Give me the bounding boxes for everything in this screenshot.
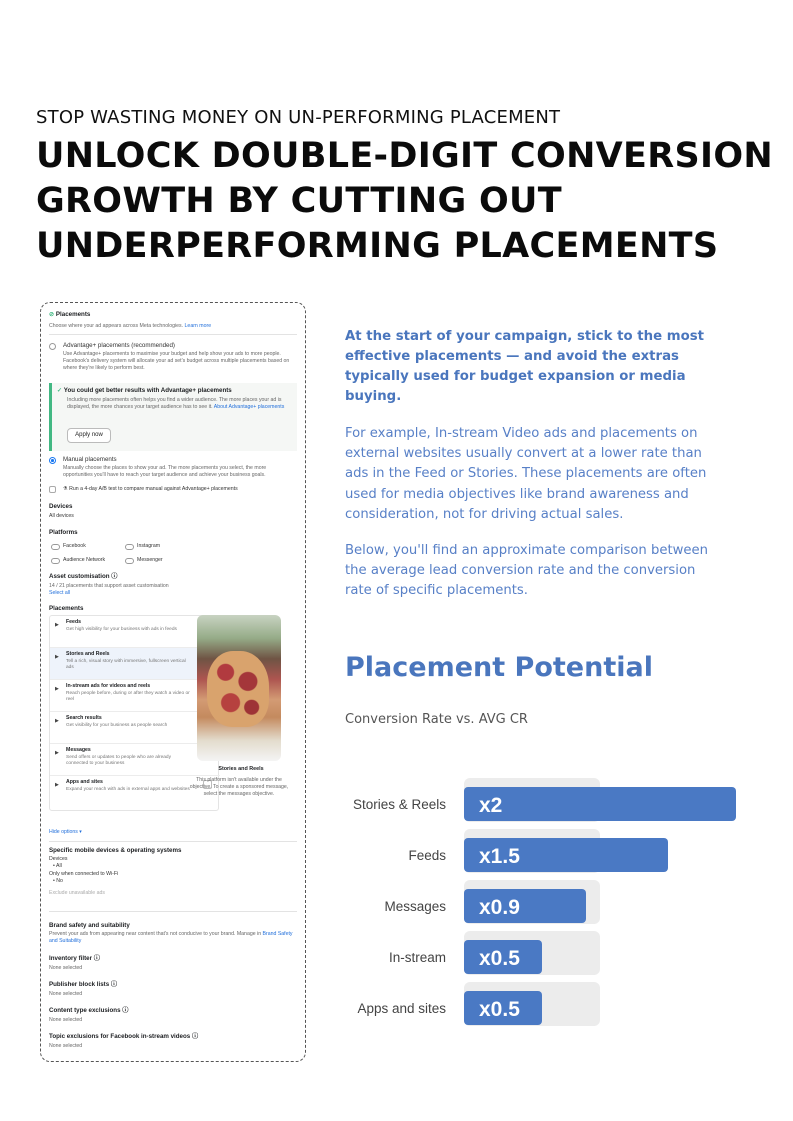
- caret-right-icon: ▶: [55, 782, 59, 788]
- wifi-label: Only when connected to Wi-Fi: [49, 871, 119, 877]
- platform-audience-network: Audience Network: [63, 557, 106, 563]
- mobile-devices-value: • All: [53, 863, 62, 869]
- placement-desc: Tell a rich, visual story with immersive, fullscreen vertical ads: [66, 659, 186, 670]
- hide-options-link[interactable]: Hide options ▾: [49, 829, 82, 835]
- placement-name: Feeds: [66, 619, 81, 625]
- fig-tart-illustration: [207, 651, 269, 727]
- topic-exclusions-value[interactable]: None selected: [49, 1043, 83, 1049]
- advantage-desc: Use Advantage+ placements to maximise your budget and help show your ads to more people. Facebook's delivery system will allocate your ad set's budget across multiple placements based on where they're likely to perform best.: [63, 351, 290, 371]
- caret-right-icon: ▶: [55, 750, 59, 756]
- flask-icon: ⚗: [63, 486, 68, 492]
- placement-name: Messages: [66, 747, 91, 753]
- brand-safety-label: Brand safety and suitability: [49, 922, 130, 929]
- ab-test-label: ⚗ Run a 4-day A/B test to compare manual against Advantage+ placements: [63, 486, 238, 492]
- page-kicker: STOP WASTING MONEY ON UN-PERFORMING PLACEMENT: [36, 107, 561, 128]
- tip-link[interactable]: About Advantage+ placements: [213, 404, 285, 410]
- page-headline: UNLOCK DOUBLE-DIGIT CONVERSION GROWTH BY CUTTING OUT UNDERPERFORMING PLACEMENTS: [36, 136, 773, 266]
- chart-title: Placement Potential: [345, 652, 653, 683]
- topic-exclusions-label: Topic exclusions for Facebook in-stream videos ⓘ: [49, 1033, 199, 1040]
- bar-value-label: x0.9: [479, 896, 520, 919]
- placements-desc: Choose where your ad appears across Meta technologies. Learn more: [49, 323, 212, 329]
- caret-right-icon: ▶: [55, 718, 59, 724]
- publisher-label: Publisher block lists ⓘ: [49, 981, 118, 988]
- brand-safety-link[interactable]: Brand Safety and Suitability: [49, 931, 293, 944]
- bar: [464, 787, 736, 821]
- platforms-label: Platforms: [49, 529, 78, 536]
- placement-name: Apps and sites: [66, 779, 103, 785]
- asset-label: Asset customisation ⓘ: [49, 573, 118, 580]
- info-icon: ⓘ: [122, 1007, 129, 1014]
- thumbs-up-icon: ✓: [57, 387, 63, 394]
- body-paragraph-1: For example, In-stream Video ads and placements on external websites usually convert at a lower rate than ads in the Feed or Stories. These placements are often used for media objectives like brand awareness and consideration, not for driving actual sales.: [345, 426, 707, 522]
- category-label: Feeds: [408, 848, 446, 863]
- divider: [49, 334, 297, 335]
- placement-row[interactable]: [50, 744, 220, 776]
- platform-messenger: Messenger: [137, 557, 163, 563]
- exclude-label[interactable]: Exclude unavailable ads: [49, 890, 105, 896]
- placements-list-label: Placements: [49, 605, 84, 612]
- info-icon: ⓘ: [110, 981, 118, 988]
- placement-desc: Get high visibility for your business with ads in feeds: [66, 627, 177, 632]
- info-icon: ⓘ: [111, 573, 118, 580]
- asset-desc: 14 / 21 placements that support asset customisation: [49, 583, 169, 589]
- placement-row[interactable]: [50, 680, 220, 712]
- facebook-toggle[interactable]: [51, 544, 60, 550]
- content-type-value[interactable]: None selected: [49, 1017, 83, 1023]
- bar-value-label: x0.5: [479, 947, 520, 970]
- info-icon: ⓘ: [93, 955, 100, 962]
- placements-heading: ⊘ Placements: [49, 311, 91, 318]
- inventory-label: Inventory filter ⓘ: [49, 955, 100, 962]
- mobile-label: Specific mobile devices & operating systems: [49, 847, 182, 854]
- devices-label: Devices: [49, 503, 73, 510]
- manual-desc: Manually choose the places to show your ad. The more placements you select, the more opportunities you'll have to reach your target audience and achieve your business goals.: [63, 465, 267, 478]
- manual-label: Manual placements: [63, 456, 117, 463]
- category-label: Messages: [384, 899, 446, 914]
- chart-subtitle: Conversion Rate vs. AVG CR: [345, 712, 528, 727]
- instagram-toggle[interactable]: [125, 544, 134, 550]
- publisher-value[interactable]: None selected: [49, 991, 83, 997]
- category-label: In-stream: [388, 950, 446, 965]
- learn-more-link[interactable]: Learn more: [184, 323, 212, 329]
- mobile-devices-label: Devices: [49, 856, 68, 862]
- caret-right-icon: ▶: [55, 654, 59, 660]
- brand-safety-desc: Prevent your ads from appearing near content that's not conducive to your brand. Manage in Brand Safety and Suitability: [49, 931, 293, 944]
- wifi-value: • No: [53, 878, 63, 884]
- placement-row[interactable]: [50, 712, 220, 744]
- category-label: Apps and sites: [357, 1001, 446, 1016]
- placement-desc: Reach people before, during or after they watch a video or reel: [66, 691, 190, 702]
- tip-title: ✓ You could get better results with Advantage+ placements: [57, 387, 232, 394]
- placement-row[interactable]: [50, 616, 220, 648]
- caret-right-icon: ▶: [55, 686, 59, 692]
- preview-note: This platform isn't available under the objective. To create a sponsored message, select the messages objective.: [189, 777, 289, 797]
- placement-name: Stories and Reels: [66, 651, 110, 657]
- audience-network-toggle[interactable]: [51, 558, 60, 564]
- advantage-label: Advantage+ placements (recommended): [63, 342, 175, 349]
- lead-paragraph: At the start of your campaign, stick to the most effective placements — and avoid the extras typically used for budget expansion or media buying.: [345, 329, 704, 404]
- apply-now-button[interactable]: Apply now: [67, 428, 111, 443]
- bar-value-label: x0.5: [479, 998, 520, 1021]
- placement-desc: Get visibility for your business as people search: [66, 723, 168, 728]
- category-label: Stories & Reels: [352, 797, 446, 812]
- devices-value[interactable]: All devices: [49, 513, 74, 519]
- placement-desc: Expand your reach with ads in external apps and websites: [66, 787, 190, 792]
- divider: [49, 911, 297, 912]
- tip-desc: Including more placements often helps you find a wider audience. The more places your ad is displayed, the more chances your target audience has to see it. About Advantage+ placements: [67, 397, 285, 410]
- platform-instagram: Instagram: [137, 543, 161, 549]
- caret-right-icon: ▶: [55, 622, 59, 628]
- info-icon: ⓘ: [191, 1033, 199, 1040]
- advantage-radio[interactable]: [49, 343, 56, 350]
- body-paragraph-2: Below, you'll find an approximate comparison between the average lead conversion rate and the conversion rate of specific placements.: [345, 543, 709, 599]
- manual-radio[interactable]: [49, 457, 56, 464]
- preview-title: Stories and Reels: [218, 766, 264, 772]
- messenger-toggle[interactable]: [125, 558, 134, 564]
- divider: [49, 841, 297, 842]
- inventory-value[interactable]: None selected: [49, 965, 83, 971]
- ab-test-checkbox[interactable]: [49, 486, 56, 493]
- platform-facebook: Facebook: [63, 543, 86, 549]
- placement-name: Search results: [66, 715, 102, 721]
- bar-value-label: x2: [479, 794, 503, 817]
- placement-desc: Send offers or updates to people who are already connected to your business: [66, 755, 171, 766]
- ads-manager-placements-panel: [40, 302, 306, 1062]
- placement-name: In-stream ads for videos and reels: [66, 683, 151, 689]
- check-circle-icon: ⊘: [49, 311, 55, 318]
- caret-down-icon: ▾: [79, 829, 82, 835]
- placement-row[interactable]: [50, 648, 220, 680]
- content-type-label: Content type exclusions ⓘ: [49, 1007, 129, 1014]
- bar-value-label: x1.5: [479, 845, 520, 868]
- select-all-link[interactable]: Select all: [49, 590, 71, 596]
